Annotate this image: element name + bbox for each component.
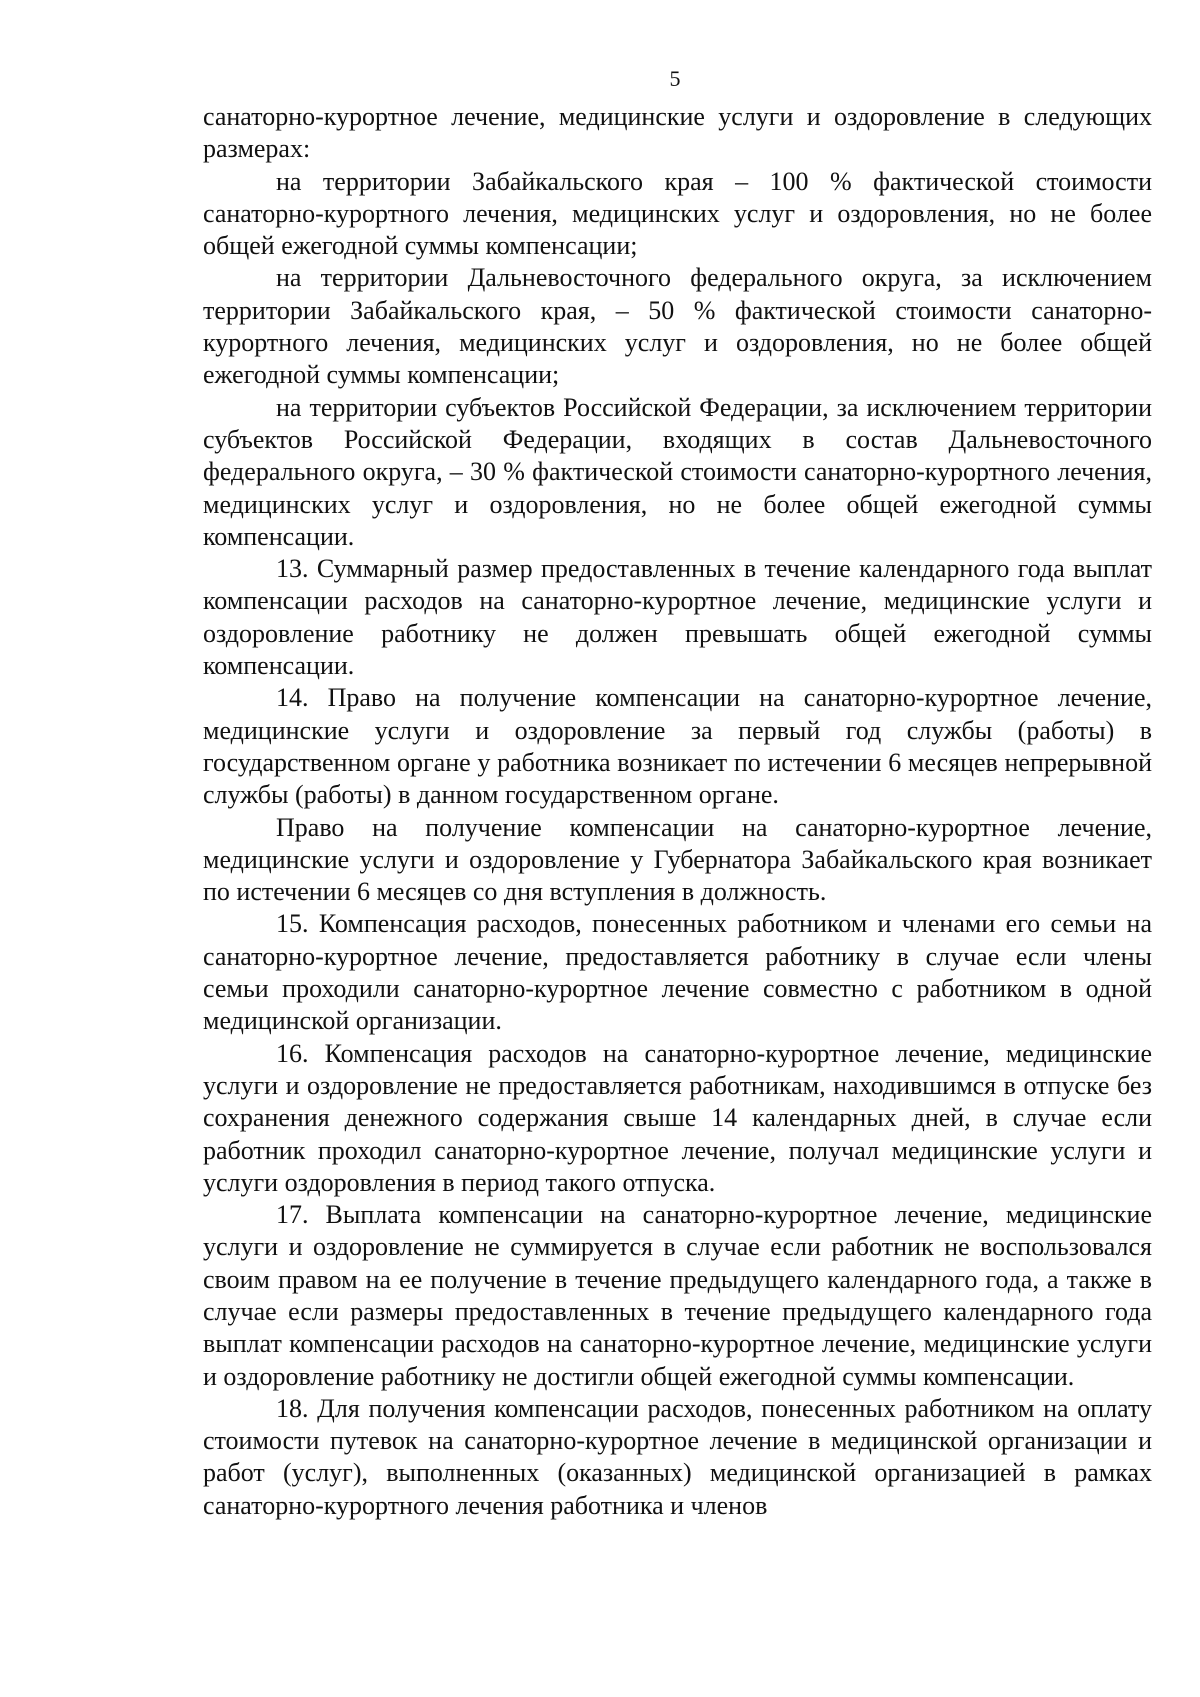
paragraph-15: 15. Компенсация расходов, понесенных работником и членами его семьи на санаторно-курортное лечение, предоставляется работнику в случае если члены семьи проходили санаторно-курортное лечение совместно с работником в одной медицинской организации. [203, 909, 1152, 1036]
paragraph-intro: санаторно-курортное лечение, медицинские услуги и оздоровление в следующих размерах: [203, 102, 1152, 164]
page-number: 5 [669, 66, 681, 91]
paragraph-14-governor: Право на получение компенсации на санаторно-курортное лечение, медицинские услуги и оздоровление у Губернатора Забайкальского края возникает по истечении 6 месяцев со дня вступления в должность. [203, 812, 1152, 907]
paragraph-far-east: на территории Дальневосточного федерального округа, за исключением территории Забайкальского края, – 50 % фактической стоимости санаторно-курортного лечения, медицинских услуг и оздоровления, но не более общей ежегодной суммы компенсации; [203, 263, 1152, 390]
paragraph-other-regions: на территории субъектов Российской Федерации, за исключением территории субъектов Российской Федерации, входящих в состав Дальневосточного федерального округа, – 30 % фактической стоимости санаторно-курортного лечения, медицинских услуг и оздоровления, но не более общей ежегодной суммы компенсации. [203, 392, 1152, 551]
paragraph-18: 18. Для получения компенсации расходов, понесенных работником на оплату стоимости путевок на санаторно-курортное лечение в медицинской организации и работ (услуг), выполненных (оказанных) медицинской организацией в рамках санаторно-курортного лечения работника и членов [203, 1393, 1152, 1520]
paragraph-14: 14. Право на получение компенсации на санаторно-курортное лечение, медицинские услуги и оздоровление за первый год службы (работы) в государственном органе у работника возникает по истечении 6 месяцев непрерывной службы (работы) в данном государственном органе. [203, 683, 1152, 810]
paragraph-16: 16. Компенсация расходов на санаторно-курортное лечение, медицинские услуги и оздоровление не предоставляется работникам, находившимся в отпуске без сохранения денежного содержания свыше 14 календарных дней, в случае если работник проходил санаторно-курортное лечение, получал медицинские услуги и услуги оздоровления в период такого отпуска. [203, 1038, 1152, 1197]
document-body [203, 101, 1152, 1522]
paragraph-17: 17. Выплата компенсации на санаторно-курортное лечение, медицинские услуги и оздоровление не суммируется в случае если работник не воспользовался своим правом на ее получение в течение предыдущего календарного года, а также в случае если размеры предоставленных в течение предыдущего календарного года выплат компенсации расходов на санаторно-курортное лечение, медицинские услуги и оздоровление работнику не достигли общей ежегодной суммы компенсации. [203, 1200, 1152, 1391]
paragraph-zabaikalsky: на территории Забайкальского края – 100 % фактической стоимости санаторно-курортного лечения, медицинских услуг и оздоровления, но не более общей ежегодной суммы компенсации; [203, 166, 1152, 261]
paragraph-13: 13. Суммарный размер предоставленных в течение календарного года выплат компенсации расходов на санаторно-курортное лечение, медицинские услуги и оздоровление работнику не должен превышать общей ежегодной суммы компенсации. [203, 554, 1152, 681]
